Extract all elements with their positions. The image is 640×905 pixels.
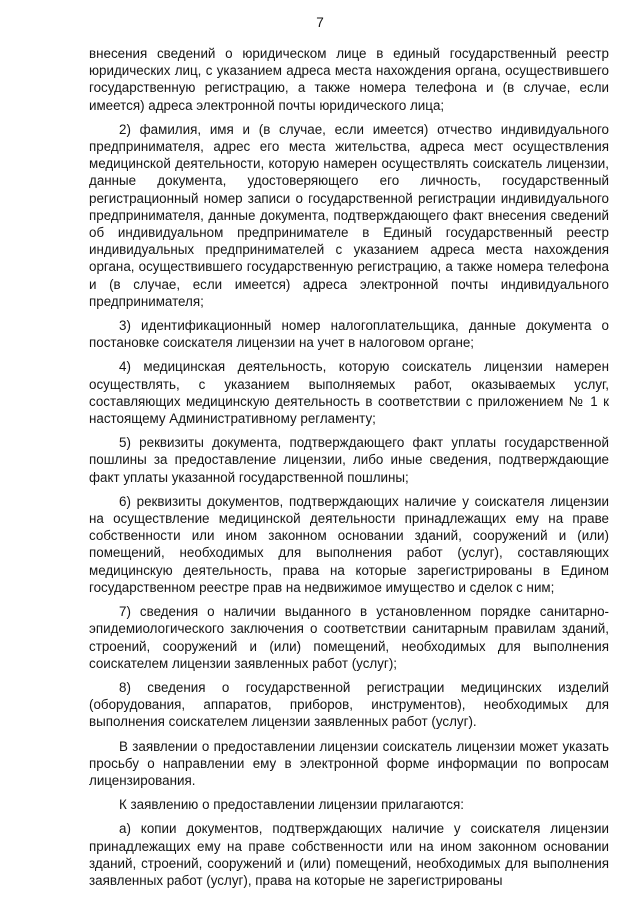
paragraph-legal-entity-continued: внесения сведений о юридическом лице в единый государственный реестр юридических лиц, с указанием адреса места нахождения органа, осуществившего государственную регистрацию, а также номера телефона и (в случае, если имеется) адреса электронной почты юридического лица;: [89, 46, 609, 113]
paragraph-item-3: 3) идентификационный номер налогоплательщика, данные документа о постановке соискателя лицензии на учет в налоговом органе;: [89, 318, 609, 351]
paragraph-attachment-a: а) копии документов, подтверждающих наличие у соискателя лицензии принадлежащих ему на праве собственности или на ином законном основании зданий, строений, сооружений и (или) помещений, необходимых для выполнения заявленных работ (услуг), права на которые не зарегистрированы: [89, 821, 609, 888]
paragraph-item-4: 4) медицинская деятельность, которую соискатель лицензии намерен осуществлять, с указанием выполняемых работ, оказываемых услуг, составляющих медицинскую деятельность в соответствии с приложением № 1 к настоящему Административному регламенту;: [89, 359, 609, 427]
paragraph-item-6: 6) реквизиты документов, подтверждающих наличие у соискателя лицензии на осуществление медицинской деятельности принадлежащих ему на праве собственности или ином законном основании зданий, сооружений и (или) помещений, необходимых для выполнения работ (услуг), составляющих медицинскую деятельность, права на которые зарегистрированы в Едином государственном реестре прав на недвижимое имущество и сделок с ним;: [89, 493, 609, 595]
paragraph-item-8: 8) сведения о государственной регистрации медицинских изделий (оборудования, аппаратов, приборов, инструментов), необходимых для выполнения соискателем лицензии заявленных работ (услуг).: [89, 679, 609, 730]
document-body: [89, 45, 609, 889]
paragraph-item-7: 7) сведения о наличии выданного в установленном порядке санитарно-эпидемиологического заключения о соответствии санитарным правилам зданий, строений, сооружений и (или) помещений, необходимых для выполнения соискателем лицензии заявленных работ (услуг);: [89, 604, 609, 671]
paragraph-electronic-request: В заявлении о предоставлении лицензии соискатель лицензии может указать просьбу о направлении ему в электронной форме информации по вопросам лицензирования.: [89, 738, 609, 788]
paragraph-item-2: 2) фамилия, имя и (в случае, если имеется) отчество индивидуального предпринимателя, адрес его места жительства, адреса мест осуществления медицинской деятельности, которую намерен осуществлять соискатель лицензии, данные документа, удостоверяющего его личность, государственный регистрационный номер записи о государственной регистрации индивидуального предпринимателя, данные документа, подтверждающего факт внесения сведений об индивидуальном предпринимателе в Единый государственный реестр индивидуальных предпринимателей с указанием адреса места нахождения органа, осуществившего государственную регистрацию, а также номера телефона и (в случае, если имеется) адреса электронной почты индивидуального предпринимателя;: [89, 121, 609, 309]
paragraph-item-5: 5) реквизиты документа, подтверждающего факт уплаты государственной пошлины за предоставление лицензии, либо иные сведения, подтверждающие факт уплаты указанной государственной пошлины;: [89, 435, 609, 485]
page-number: 7: [316, 15, 324, 30]
paragraph-attachments-intro: К заявлению о предоставлении лицензии прилагаются:: [119, 797, 464, 813]
